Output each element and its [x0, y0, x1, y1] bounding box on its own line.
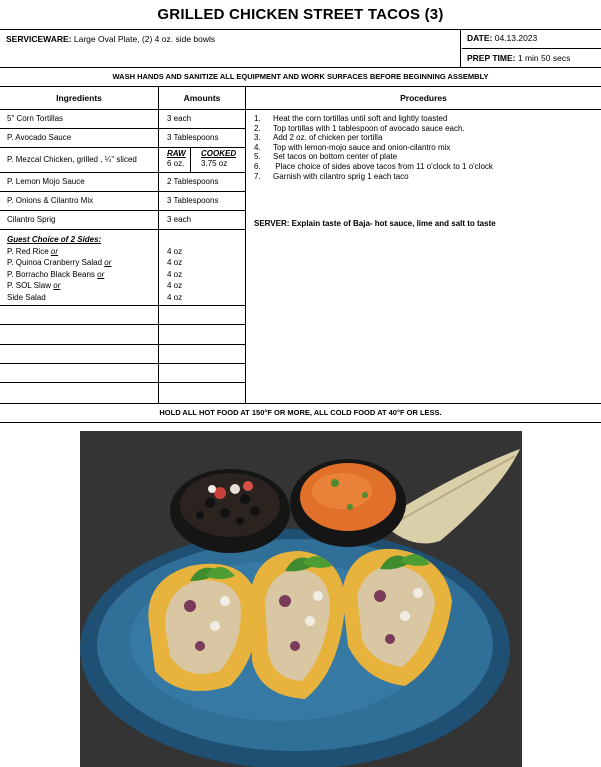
- procedure-step: 4. Top with lemon-mojo sauce and onion-cilantro mix: [254, 142, 451, 152]
- prep-time-value: 1 min 50 secs: [517, 53, 571, 63]
- procedure-step: 1. Heat the corn tortillas until soft and lightly toasted: [254, 114, 448, 123]
- date-value: 04.13.2023: [494, 33, 538, 43]
- table-row: [0, 192, 245, 211]
- table-row: [0, 110, 245, 129]
- raw-label: RAW: [167, 149, 186, 158]
- date-cell: [462, 29, 601, 48]
- side-amount: 4 oz: [167, 269, 183, 279]
- procedure-step: 7. Garnish with cilantro sprig 1 each taco: [254, 171, 409, 181]
- empty-row: [0, 345, 245, 364]
- ingredient-amount: 3 each: [167, 114, 192, 123]
- ingredient-name: 5" Corn Tortillas: [7, 114, 64, 123]
- raw-cooked-amounts: [167, 150, 239, 170]
- table-header: [0, 87, 601, 110]
- procedure-step: 5. Set tacos on bottom center of plate: [254, 152, 398, 162]
- empty-row: [0, 364, 245, 383]
- table-row: [0, 173, 245, 192]
- sides-block: [0, 230, 245, 306]
- empty-row: [0, 306, 245, 325]
- serviceware: [0, 29, 461, 67]
- ingredient-amount: 3 each: [167, 215, 192, 224]
- raw-value: 6 oz.: [167, 159, 185, 168]
- ingredient-name: Cilantro Sprig: [7, 215, 56, 224]
- hold-notice: HOLD ALL HOT FOOD AT 150°F OR MORE, ALL COLD FOOD AT 40°F OR LESS.: [0, 403, 601, 423]
- procedures-header: Procedures: [400, 93, 447, 103]
- side-item: Side Salad: [7, 292, 46, 302]
- side-amount: 4 oz: [167, 258, 183, 267]
- side-amount: 4 oz: [167, 246, 183, 256]
- cooked-value: 3.75 oz: [201, 159, 228, 168]
- ingredient-name: P. Avocado Sauce: [7, 133, 72, 142]
- side-amount: 4 oz: [167, 281, 183, 290]
- amounts-header: Amounts: [183, 93, 221, 103]
- table-row: [0, 211, 245, 230]
- procedure-step: 2. Top tortillas with 1 tablespoon of avocado sauce each.: [254, 123, 465, 133]
- serviceware-value: Large Oval Plate, (2) 4 oz. side bowls: [73, 34, 216, 44]
- prep-time-cell: [462, 48, 601, 67]
- wash-notice: WASH HANDS AND SANITIZE ALL EQUIPMENT AND WORK SURFACES BEFORE BEGINNING ASSEMBLY: [0, 68, 601, 87]
- table-row: [0, 148, 245, 173]
- ingredient-name: P. Onions & Cilantro Mix: [7, 196, 94, 205]
- side-item: P. Quinoa Cranberry Salad or: [7, 258, 112, 267]
- date-label: DATE:: [467, 33, 493, 43]
- procedures-list: [254, 114, 493, 181]
- sides-list: [7, 234, 111, 303]
- side-item: P. Borracho Black Beans or: [7, 269, 105, 279]
- server-note: SERVER: Explain taste of Baja- hot sauce, lime and salt to taste: [254, 219, 496, 228]
- empty-row: [0, 325, 245, 345]
- ingredients-header: Ingredients: [56, 93, 102, 103]
- ingredient-amount: 3 Tablespoons: [167, 196, 219, 205]
- recipe-title: GRILLED CHICKEN STREET TACOS (3): [0, 0, 601, 30]
- side-item: P. Red Rice or: [7, 246, 59, 256]
- ingredient-name: P. Lemon Mojo Sauce: [7, 177, 85, 186]
- prep-time-label: PREP TIME:: [467, 53, 516, 63]
- procedure-step: 3. Add 2 oz. of chicken per tortilla: [254, 133, 383, 143]
- info-row: [0, 29, 601, 68]
- sides-amounts: [167, 246, 182, 304]
- side-amount: 4 oz: [167, 292, 183, 302]
- side-item: P. SOL Slaw or: [7, 281, 61, 290]
- procedure-step: 6. Place choice of sides above tacos from 11 o'clock to 1 o'clock: [254, 161, 493, 171]
- serviceware-label: SERVICEWARE:: [6, 34, 72, 44]
- ingredient-amount: 2 Tablespoons: [167, 177, 219, 186]
- dish-photo: [80, 431, 522, 767]
- column-divider: [245, 87, 246, 403]
- taco-left: [148, 564, 257, 691]
- cooked-label: COOKED: [201, 149, 237, 158]
- cell-divider: [190, 148, 191, 172]
- sides-heading: Guest Choice of 2 Sides:: [7, 235, 102, 244]
- ingredient-name: P. Mezcal Chicken, grilled , ¼" sliced: [7, 155, 137, 164]
- meta-cells: [462, 29, 601, 67]
- ingredient-amount: 3 Tablespoons: [167, 133, 219, 142]
